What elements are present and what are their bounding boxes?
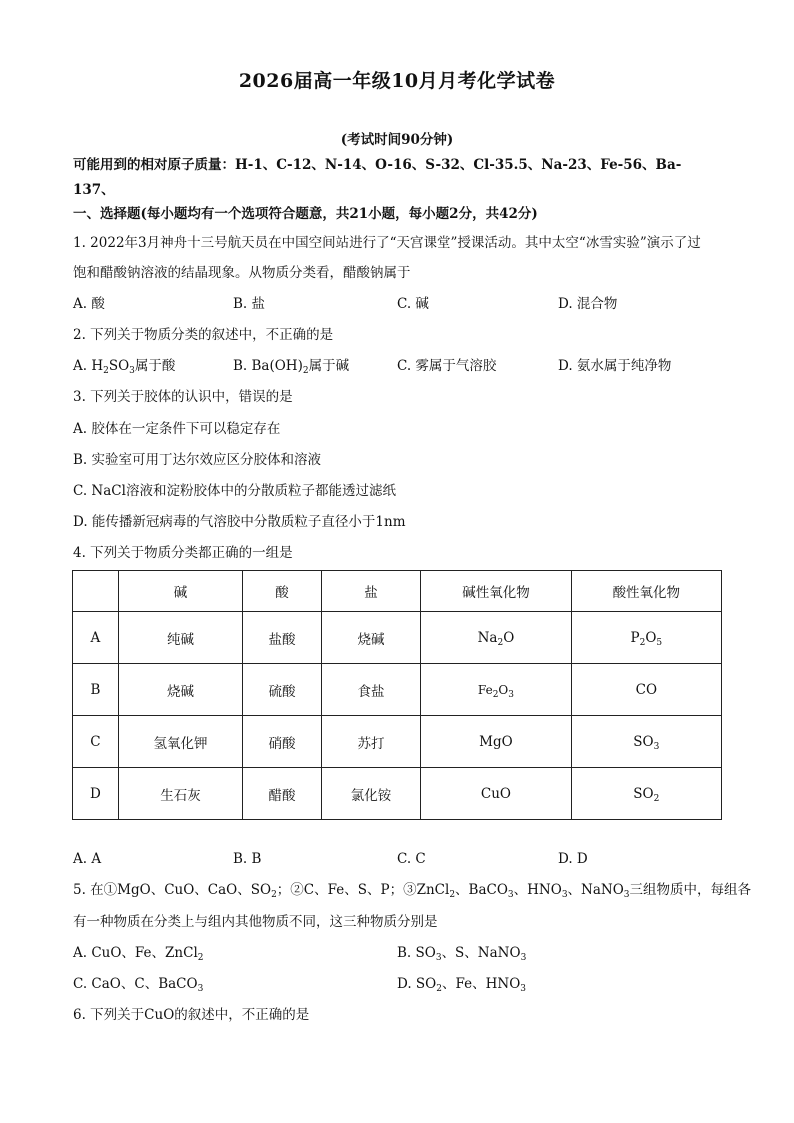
acid-cell: 醋酸 — [243, 768, 322, 820]
table-header-cell: 碱 — [118, 571, 242, 612]
q4-option-c: C. C — [397, 851, 426, 867]
row-label: D — [73, 768, 119, 820]
basic-oxide-cell: $Fe_2O_3$ — [421, 664, 571, 716]
q4-option-a: A. A — [73, 851, 102, 867]
q2-option-b: B. $Ba(OH)_2$属于碱 — [233, 358, 350, 376]
salt-cell: 氯化铵 — [321, 768, 421, 820]
acidic-oxide-cell: $P_2O_5$ — [571, 612, 721, 664]
q4-option-d: D. D — [558, 851, 588, 867]
q1-option-a: A. 酸 — [73, 296, 105, 312]
table-header-cell: 酸性氧化物 — [571, 571, 721, 612]
q1-option-c: C. 碱 — [397, 296, 429, 312]
basic-oxide-cell: MgO — [421, 716, 571, 768]
table-header-cell — [73, 571, 119, 612]
base-cell: 生石灰 — [118, 768, 242, 820]
q2-option-d: D. 氨水属于纯净物 — [558, 358, 672, 374]
atomic-masses-line1: 可能用到的相对原子质量：H-1、C-12、N-14、O-16、S-32、Cl-35.5、Na-23、Fe-56、Ba- — [73, 157, 682, 173]
q1-stem-line2: 饱和醋酸钠溶液的结晶现象。从物质分类看，醋酸钠属于 — [73, 265, 411, 281]
base-cell: 氢氧化钾 — [118, 716, 242, 768]
q5-option-c: C. CaO、C、BaCO$_3$ — [73, 976, 204, 994]
row-label: C — [73, 716, 119, 768]
q2-option-c: C. 雾属于气溶胶 — [397, 358, 497, 374]
table-row — [73, 664, 722, 716]
section-heading: 一、选择题(每小题均有一个选项符合题意，共21小题，每小题2分，共42分) — [73, 206, 538, 222]
q2-option-a: A. $H_2SO_3$属于酸 — [73, 358, 176, 376]
salt-cell: 苏打 — [321, 716, 421, 768]
basic-oxide-cell: CuO — [421, 768, 571, 820]
salt-cell: 烧碱 — [321, 612, 421, 664]
exam-time: (考试时间90分钟) — [340, 132, 454, 148]
acidic-oxide-cell: $SO_3$ — [571, 716, 721, 768]
q3-option-d: D. 能传播新冠病毒的气溶胶中分散质粒子直径小于1nm — [73, 514, 406, 530]
table-header-cell: 盐 — [321, 571, 421, 612]
acidic-oxide-cell: CO — [571, 664, 721, 716]
classification-table — [72, 570, 722, 820]
table-row — [73, 612, 722, 664]
table-row — [73, 768, 722, 820]
basic-oxide-cell: $Na_2O$ — [421, 612, 571, 664]
q3-option-a: A. 胶体在一定条件下可以稳定存在 — [73, 421, 281, 437]
acid-cell: 盐酸 — [243, 612, 322, 664]
atomic-masses-line2: 137、 — [73, 182, 115, 198]
q1-option-d: D. 混合物 — [558, 296, 618, 312]
row-label: A — [73, 612, 119, 664]
table-header-cell: 酸 — [243, 571, 322, 612]
q2-stem: 2. 下列关于物质分类的叙述中，不正确的是 — [73, 327, 334, 343]
q5-option-a: A. CuO、Fe、ZnCl$_2$ — [73, 945, 204, 963]
q3-option-b: B. 实验室可用丁达尔效应区分胶体和溶液 — [73, 452, 322, 468]
q5-option-d: D. $SO_2$、Fe、$HNO_3$ — [397, 976, 526, 994]
q6-stem: 6. 下列关于CuO的叙述中，不正确的是 — [73, 1007, 310, 1023]
table-header-row — [73, 571, 722, 612]
q3-stem: 3. 下列关于胶体的认识中，错误的是 — [73, 389, 293, 405]
acid-cell: 硝酸 — [243, 716, 322, 768]
base-cell: 烧碱 — [118, 664, 242, 716]
q4-option-b: B. B — [233, 851, 262, 867]
acidic-oxide-cell: $SO_2$ — [571, 768, 721, 820]
q4-stem: 4. 下列关于物质分类都正确的一组是 — [73, 545, 293, 561]
q1-option-b: B. 盐 — [233, 296, 266, 312]
salt-cell: 食盐 — [321, 664, 421, 716]
base-cell: 纯碱 — [118, 612, 242, 664]
row-label: B — [73, 664, 119, 716]
page-title: 2026届高一年级10月月考化学试卷 — [238, 70, 556, 92]
table-row — [73, 716, 722, 768]
acid-cell: 硫酸 — [243, 664, 322, 716]
q1-stem-line1: 1. 2022年3月神舟十三号航天员在中国空间站进行了“天宫课堂”授课活动。其中太空“冰雪实验”演示了过 — [73, 235, 701, 251]
q3-option-c: C. NaCl溶液和淀粉胶体中的分散质粒子都能透过滤纸 — [73, 483, 396, 499]
q5-option-b: B. $SO_3$、S、NaNO$_3$ — [397, 945, 527, 963]
table-header-cell: 碱性氧化物 — [421, 571, 571, 612]
q5-stem-line2: 有一种物质在分类上与组内其他物质不同，这三种物质分别是 — [73, 914, 438, 930]
q5-stem-line1: 5. 在①MgO、CuO、CaO、$SO_2$；②C、Fe、S、P；③ZnCl$_2$、BaCO$_3$、$HNO_3$、NaNO$_3$三组物质中，每组各 — [73, 882, 752, 900]
